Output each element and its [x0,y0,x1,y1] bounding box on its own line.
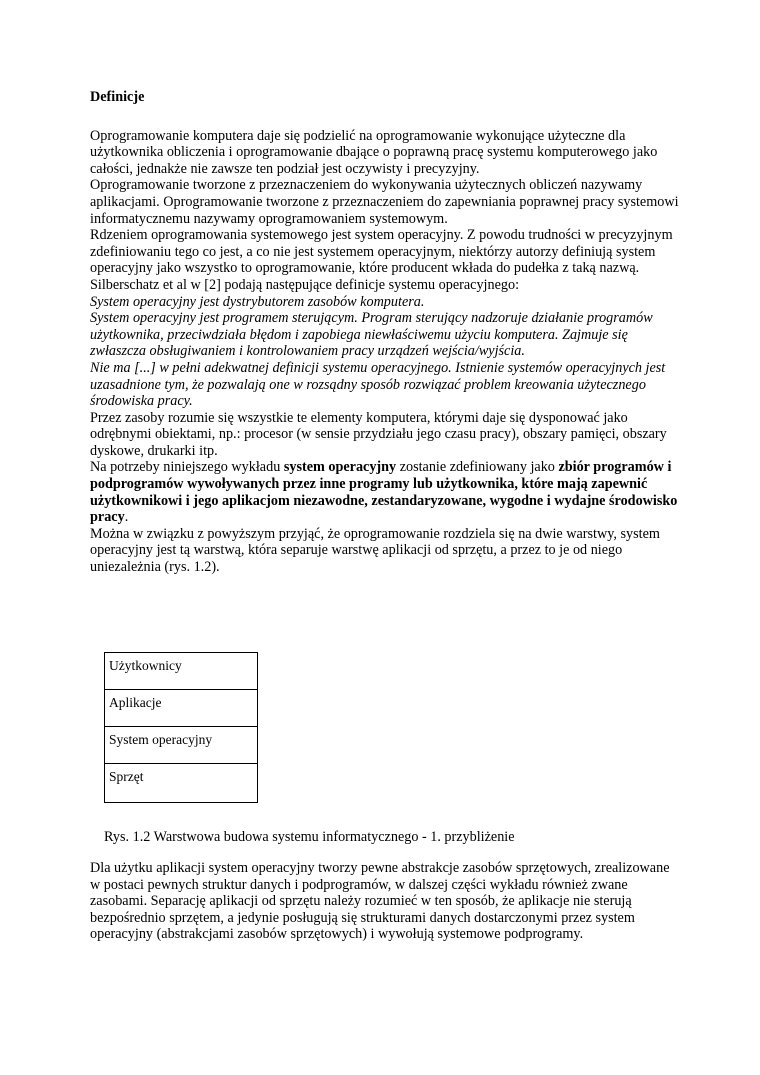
layer-hardware: Sprzęt [109,769,144,784]
quote-2: System operacyjny jest programem sterującym. Program sterujący nadzoruje działanie programów użytkownika, przeciwdziała błędom i zapobiega niewłaściwemu użyciu komputera. Zajmuje się zwłaszcza obsługiwaniem i kontrolowaniem pracy urządzeń wejścia/wyjścia. [90,310,653,360]
definition-paragraph: Oprogramowanie tworzone z przeznaczeniem do wykonywania użytecznych obliczeń nazywamy aplikacjami. Oprogramowanie tworzone z przeznaczeniem do zapewniania poprawnej pracy systemowi informatycznemu nazywamy oprogramowaniem systemowym. [90,177,679,227]
kernel-paragraph: Rdzeniem oprogramowania systemowego jest system operacyjny. Z powodu trudności w precyzyjnym zdefiniowaniu tego co jest, a co nie jest systemem operacyjnym, niektórzy autorzy definiują system operacyjny jako wszystko to oprogramowanie, które producent wkłada do pudełka z taką nazwą. [90,227,673,277]
lecture-definition-paragraph [90,459,680,525]
section-heading: Definicje [90,89,145,105]
resources-paragraph: Przez zasoby rozumie się wszystkie te elementy komputera, którymi daje się dysponować jako odrębnymi obiektami, np.: procesor (w sensie przydziału jego czasu pracy), obszary pamięci, obszary dyskowe, drukarki itp. [90,409,667,459]
layer-operating-system: System operacyjny [105,727,257,764]
intro-paragraph: Oprogramowanie komputera daje się podzielić na oprogramowanie wykonujące użyteczne dla użytkownika obliczenia i oprogramowanie dbające o poprawną pracę systemu komputerowego jako całości, jednakże nie zawsze ten podział jest oczywisty i precyzyjny. [90,127,658,177]
layer-applications: Aplikacje [105,690,257,727]
document-body [90,89,680,576]
layer-diagram [104,652,258,803]
abstractions-paragraph: Dla użytku aplikacji system operacyjny tworzy pewne abstrakcje zasobów sprzętowych, zrealizowane w postaci pewnych struktur danych i podprogramów, w dalszej części wykładu również zwane zasobami. Separację aplikacji od sprzętu należy rozumieć w ten sposób, że aplikacje nie sterują bezpośrednio sprzętem, a jedynie posługują się strukturami danych dostarczonymi przez system operacyjny (abstrakcjami zasobów sprzętowych) i wywołują systemowe podprogramy. [90,860,670,943]
lecture-def-bold-2: zbiór programów i podprogramów wywoływanych przez inne programy lub użytkownika, które mają zapewnić użytkownikowi i jego aplikacjom niezawodne, zestandaryzowane, wygodne i wydajne środowisko pracy [90,459,678,526]
figure-caption: Rys. 1.2 Warstwowa budowa systemu informatycznego - 1. przybliżenie [104,829,515,845]
lecture-def-part-2: zostanie zdefiniowany jako [396,459,559,476]
layer-users: Użytkownicy [105,653,257,690]
lecture-def-part-3: . [124,509,129,526]
lecture-def-part-1: Na potrzeby niniejszego wykładu [90,459,284,476]
lecture-def-bold-1: system operacyjny [283,459,397,476]
document-body-continued [90,860,680,943]
quote-3: Nie ma [...] w pełni adekwatnej definicji systemu operacyjnego. Istnienie systemów operacyjnych jest uzasadnione tym, że pozwalają one w rozsądny sposób rozwiązać problem kreowania użytecznego środowiska pracy. [90,359,666,410]
layers-paragraph: Można w związku z powyższym przyjąć, że oprogramowanie rozdziela się na dwie warstwy, system operacyjny jest tą warstwą, która separuje warstwę aplikacji od sprzętu, a przez to je od niego uniezależnia (rys. 1.2). [90,525,660,576]
silberschatz-intro: Silberschatz et al w [2] podają następujące definicje systemu operacyjnego: [90,276,520,293]
quote-1: System operacyjny jest dystrybutorem zasobów komputera. [90,293,425,310]
